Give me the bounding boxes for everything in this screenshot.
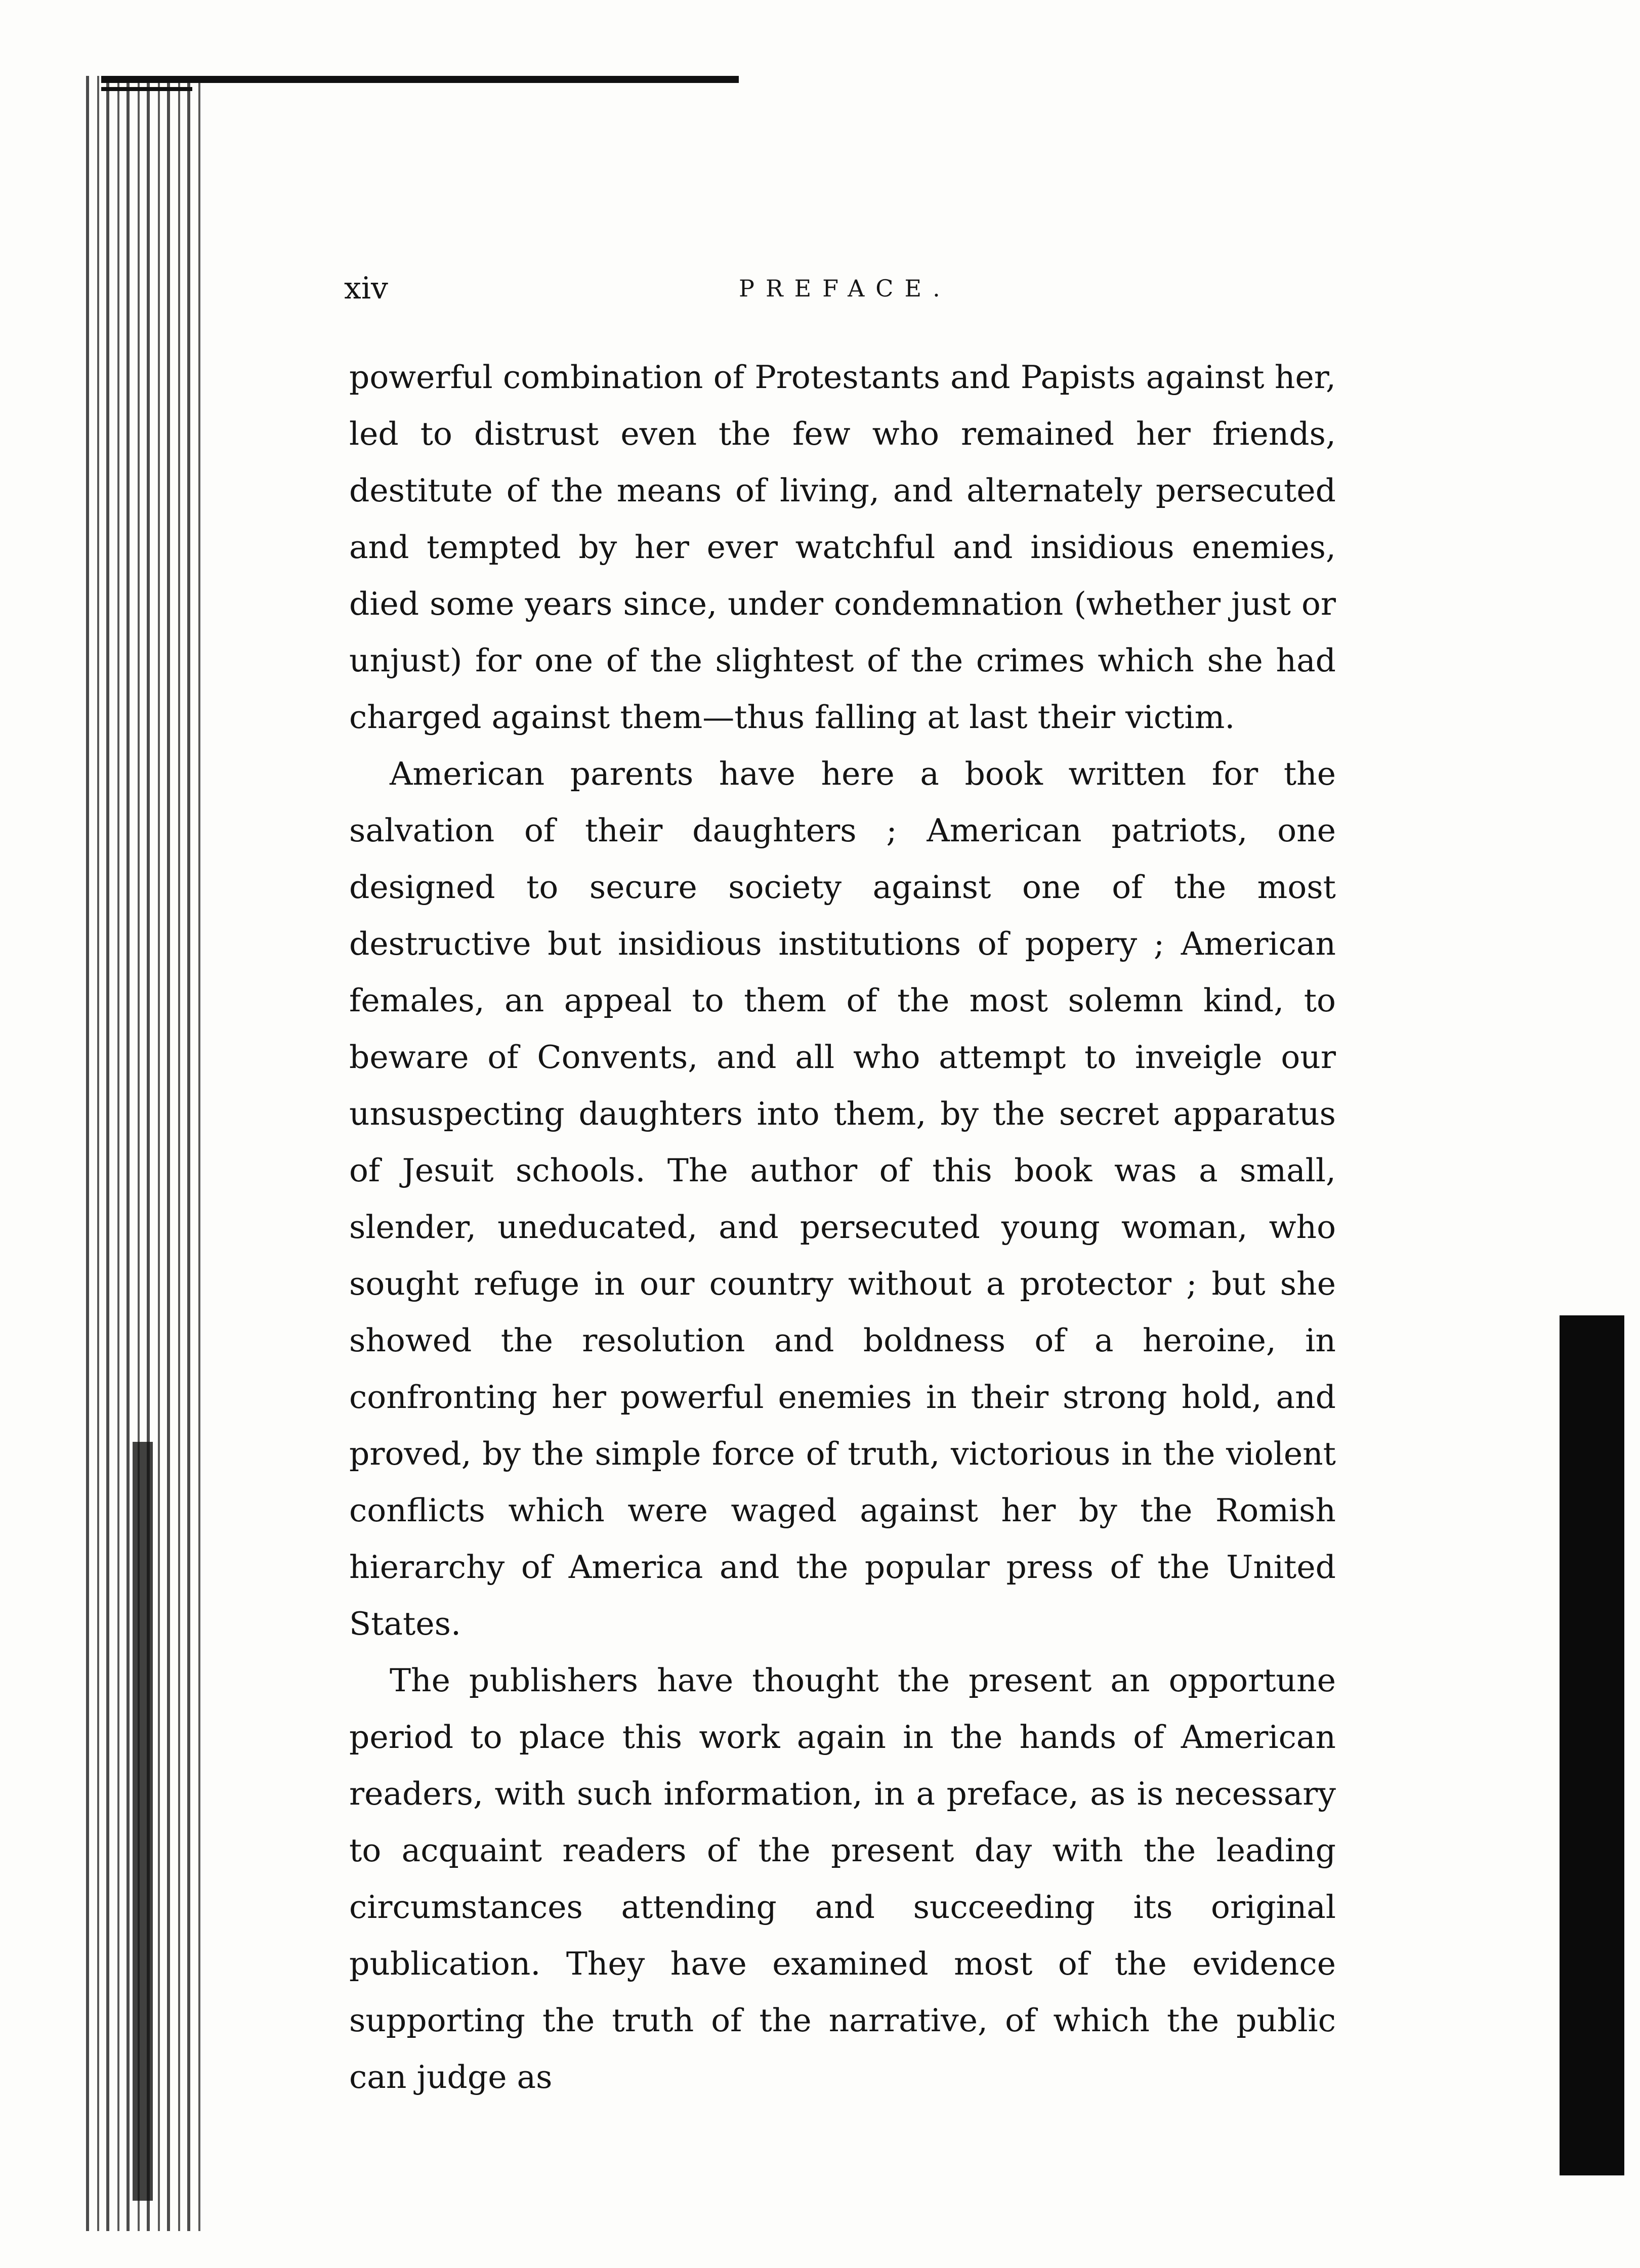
page-number: xiv <box>344 271 388 306</box>
running-title: PREFACE. <box>739 275 951 302</box>
paragraph: American parents have here a book written for the salvation of their daughters ; American patriots, one designed to secure society against one of the most destructive but insidious institutions of popery ; American females, an appeal to them of the most solemn kind, to beware of Convents, and all who attempt to inveigle our unsuspecting daughters into them, by the secret apparatus of Jesuit schools. The author of this book was a small, slender, uneducated, and persecuted young woman, who sought refuge in our country without a protector ; but she showed the resolution and boldness of a heroine, in confronting her powerful enemies in their strong hold, and proved, by the simple force of truth, victorious in the violent conflicts which were waged against her by the Romish hierarchy of America and the popular press of the United States. <box>349 755 1336 1642</box>
top-edge-rule <box>101 76 739 83</box>
binding-shadow <box>133 1442 153 2201</box>
running-header <box>324 268 1381 309</box>
paragraph: The publishers have thought the present an opportune period to place this work again in the hands of American readers, with such information, in a preface, as is necessary to acquaint readers of the present day with the leading circumstances attending and succeeding its original publication. They have examined most of the evidence supporting the truth of the narrative, of which the public can judge as <box>349 1662 1336 2095</box>
paragraph-continued: powerful combination of Protestants and Papists against her, led to distrust even the few who remained her friends, destitute of the means of living, and alternately persecuted and tempted by her ever watchful and insidious enemies, died some years since, under condemnation (whether just or unjust) for one of the slightest of the crimes which she had charged against them—thus falling at last their victim. <box>349 359 1336 736</box>
top-edge-rule-thin <box>101 87 192 91</box>
right-edge-shadow <box>1560 1315 1624 2175</box>
body-text <box>349 349 1336 2106</box>
